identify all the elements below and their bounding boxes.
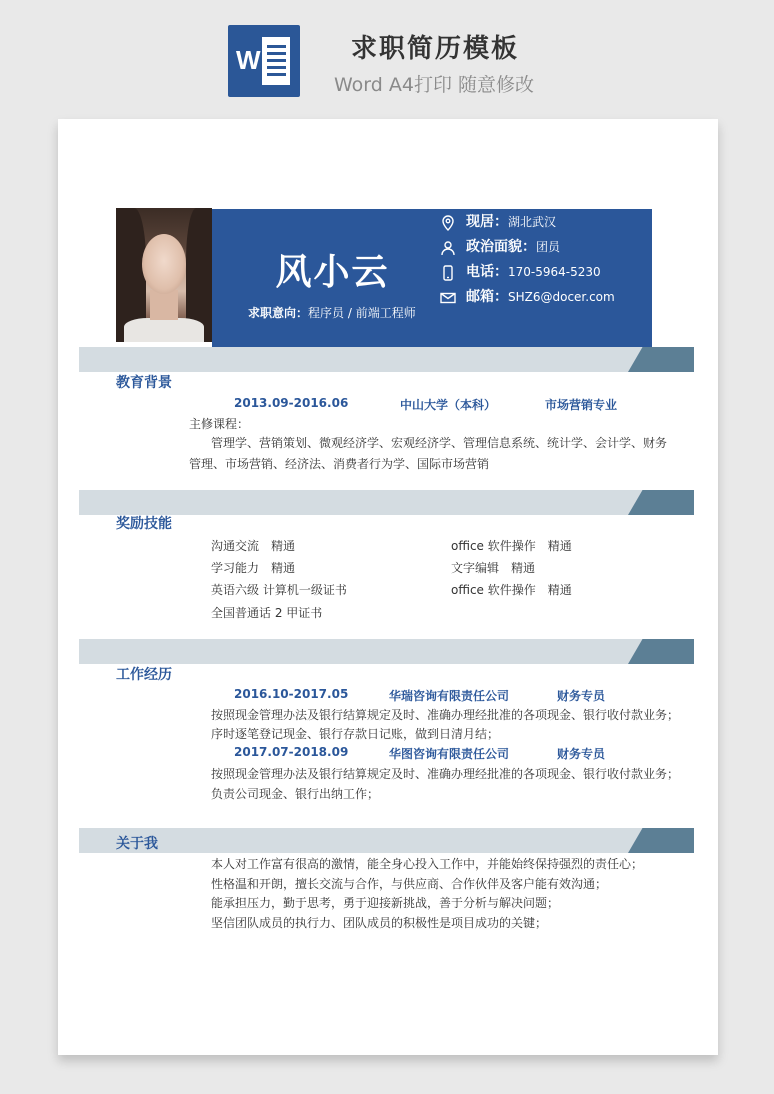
section-bar-work	[79, 639, 694, 664]
edu-school: 中山大学（本科）	[400, 398, 497, 412]
job-period: 2017.07-2018.09	[234, 745, 349, 759]
skill-item: office 软件操作 精通	[451, 539, 572, 553]
courses-line: 管理、市场营销、经济法、消费者行为学、国际市场营销	[189, 457, 490, 471]
job-duty: 按照现金管理办法及银行结算规定及时、准确办理经批准的各项现金、银行收付款业务；	[211, 767, 680, 781]
info-location	[440, 212, 556, 232]
about-line: 本人对工作富有很高的激情，能全身心投入工作中，并能始终保持强烈的责任心；	[211, 857, 644, 871]
banner-title: 求职简历模板	[350, 34, 519, 64]
person-icon	[440, 240, 456, 256]
edu-period: 2013.09-2016.06	[234, 396, 349, 410]
info-label: 邮箱：	[466, 289, 508, 305]
info-value: 团员	[536, 240, 561, 254]
info-phone	[440, 262, 601, 282]
section-bar-about	[79, 828, 694, 853]
info-political	[440, 237, 560, 257]
skill-item: 文字编辑 精通	[451, 561, 536, 575]
info-value: 湖北武汉	[508, 215, 557, 229]
profile-photo	[116, 208, 212, 342]
job-company: 华瑞咨询有限责任公司	[389, 689, 510, 703]
edu-major: 市场营销专业	[545, 398, 618, 412]
job-intent	[248, 304, 416, 321]
skill-item: office 软件操作 精通	[451, 583, 572, 597]
job-intent-value: 程序员 / 前端工程师	[308, 306, 416, 320]
job-role: 财务专员	[557, 689, 606, 703]
about-line: 性格温和开朗，擅长交流与合作，与供应商、合作伙伴及客户能有效沟通；	[211, 877, 608, 891]
info-email	[440, 287, 615, 307]
about-line: 坚信团队成员的执行力、团队成员的积极性是项目成功的关键；	[211, 916, 548, 930]
phone-icon	[440, 265, 456, 281]
info-label: 电话：	[466, 264, 508, 280]
section-title-education: 教育背景	[116, 375, 172, 391]
info-value: 170-5964-5230	[508, 265, 601, 279]
job-company: 华图咨询有限责任公司	[389, 747, 510, 761]
section-bar-education	[79, 347, 694, 372]
section-title-work: 工作经历	[116, 667, 172, 683]
courses-line: 管理学、营销策划、微观经济学、宏观经济学、管理信息系统、统计学、会计学、财务	[211, 436, 668, 450]
info-label: 现居：	[466, 214, 508, 230]
envelope-icon	[440, 290, 456, 306]
job-duty: 序时逐笔登记现金、银行存款日记账，做到日清月结；	[211, 727, 500, 741]
about-line: 能承担压力，勤于思考，勇于迎接新挑战，善于分析与解决问题；	[211, 896, 560, 910]
skill-item: 学习能力 精通	[211, 561, 296, 575]
info-value: SHZ6@docer.com	[508, 290, 615, 304]
job-duty: 按照现金管理办法及银行结算规定及时、准确办理经批准的各项现金、银行收付款业务；	[211, 708, 680, 722]
location-pin-icon	[440, 215, 456, 231]
word-logo-letter: W	[236, 45, 261, 75]
top-banner	[0, 0, 774, 115]
section-bar-skills	[79, 490, 694, 515]
candidate-name: 风小云	[275, 252, 390, 293]
skill-item: 全国普通话 2 甲证书	[211, 606, 323, 620]
banner-subtitle: Word A4打印 随意修改	[333, 74, 534, 96]
skill-item: 沟通交流 精通	[211, 539, 296, 553]
word-icon	[228, 25, 300, 97]
skill-item: 英语六级 计算机一级证书	[211, 583, 347, 597]
courses-label: 主修课程：	[189, 417, 250, 431]
job-period: 2016.10-2017.05	[234, 687, 349, 701]
section-title-about: 关于我	[116, 836, 158, 852]
job-duty: 负责公司现金、银行出纳工作；	[211, 787, 380, 801]
section-title-skills: 奖励技能	[116, 516, 172, 532]
job-intent-label: 求职意向：	[248, 306, 309, 320]
job-role: 财务专员	[557, 747, 606, 761]
info-label: 政治面貌：	[466, 239, 536, 255]
